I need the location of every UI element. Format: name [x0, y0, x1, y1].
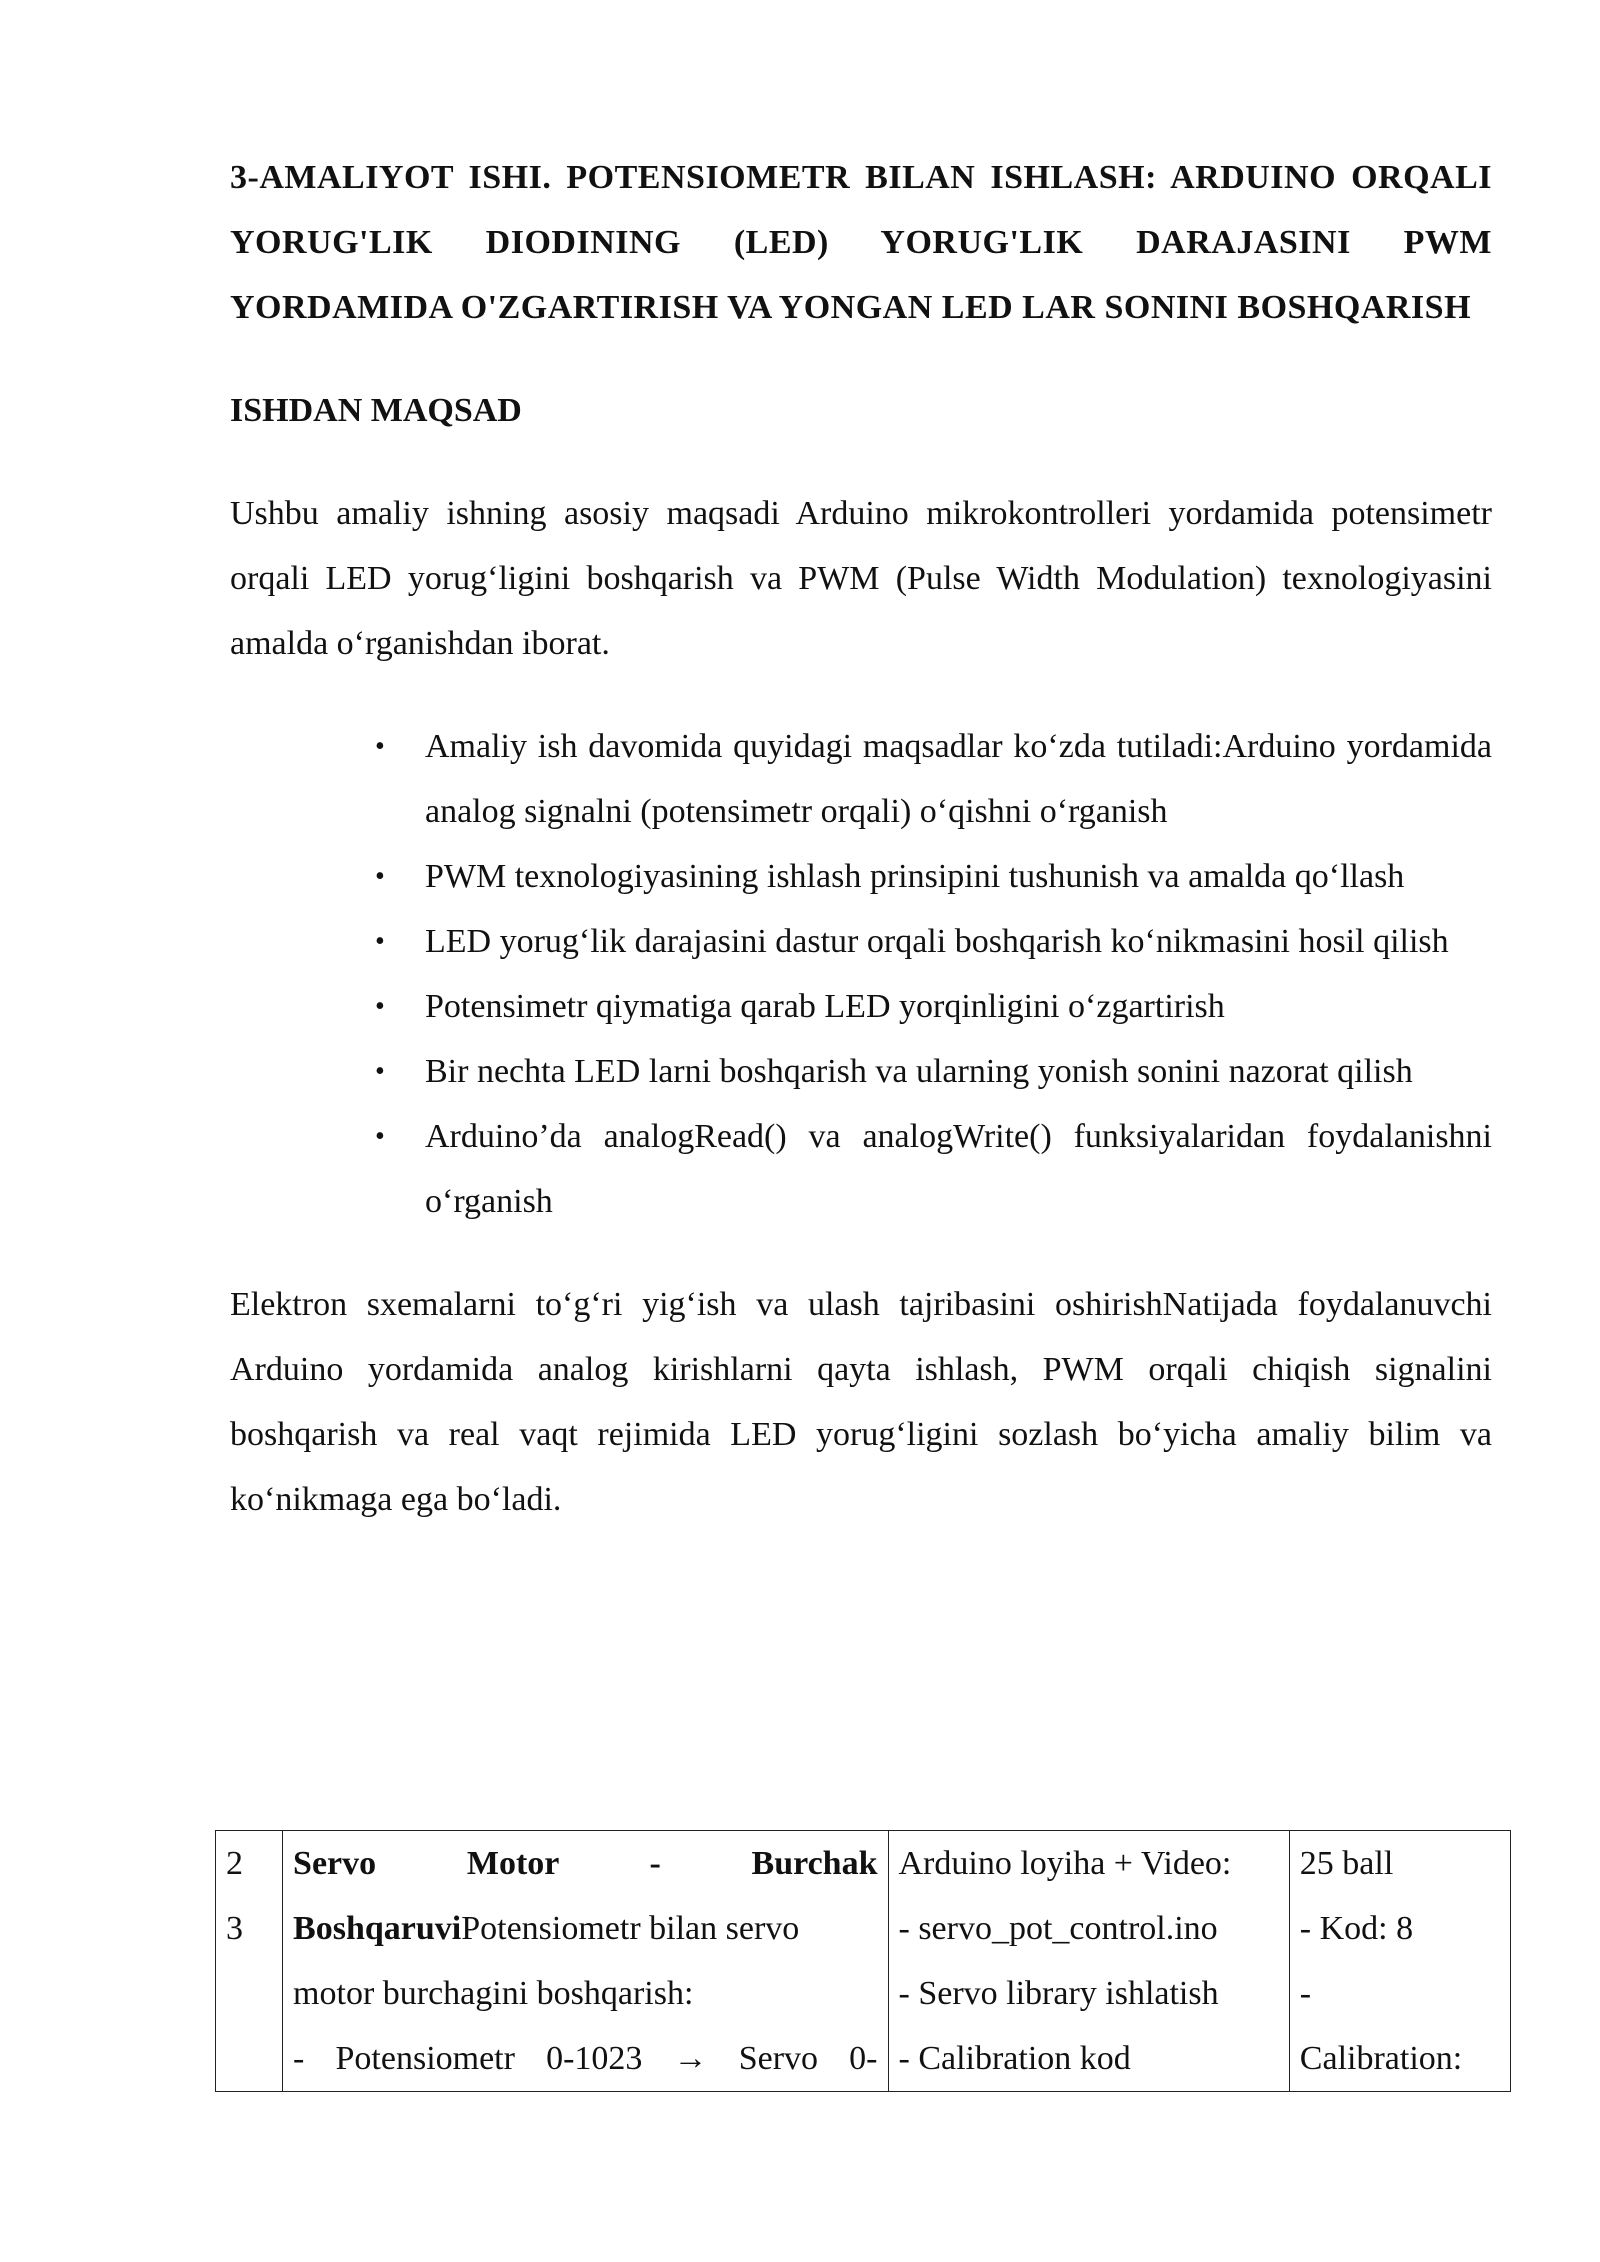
score-line: 25 ball — [1299, 1845, 1394, 1882]
section-heading: ISHDAN MAQSAD — [230, 392, 522, 429]
conclusion-paragraph: Elektron sxemalarni to‘g‘ri yig‘ish va ulash tajribasini oshirishNatijada foydalanuvchi Arduino yordamida analog kirishlarni qayta ishlash, PWM orqali chiqish signalini boshqarish va real vaqt rejimida LED yorug‘ligini sozlash bo‘yicha amaliy bilim va ko‘nikmaga ega bo‘ladi. — [230, 1286, 1492, 1518]
intro-paragraph: Ushbu amaliy ishning asosiy maqsadi Arduino mikrokontrolleri yordamida potensimetr orqali LED yorug‘ligini boshqarish va PWM (Pulse Width Modulation) texnologiyasini amalda o‘rganishdan iborat. — [230, 495, 1492, 662]
deliverable-line: - Calibration kod — [898, 2040, 1131, 2077]
score-line: - — [1299, 1975, 1312, 2012]
deliverable-line: - Servo library ishlatish — [898, 1975, 1219, 2012]
deliverable-line: Arduino loyiha + Video: — [898, 1845, 1232, 1882]
task-title-cont: Boshqaruvi — [293, 1910, 462, 1947]
task-line: motor burchagini boshqarish: — [293, 1975, 694, 2012]
list-item: • Arduino’da analogRead() va analogWrite() funksiyalaridan foydalanishni o‘rganish — [425, 1104, 1492, 1234]
task-line — [293, 1896, 877, 1961]
goals-list — [230, 714, 1492, 1234]
task-title-line — [293, 1831, 877, 1896]
list-item: • PWM texnologiyasining ishlash prinsipini tushunish va amalda qo‘llash — [425, 844, 1492, 909]
document-title: 3-AMALIYOT ISHI. POTENSIOMETR BILAN ISHLASH: ARDUINO ORQALI YORUG'LIK DIODINING (LED) YORUG'LIK DARAJASINI PWM YORDAMIDA O'ZGARTIRISH VA YONGAN LED LAR SONINI BOSHQARISH — [230, 159, 1492, 326]
task-table — [215, 1830, 1511, 2092]
task-line: - Potensiometr 0-1023 → Servo 0- — [293, 2040, 878, 2077]
number-cell — [216, 1831, 283, 2092]
list-item: • Amaliy ish davomida quyidagi maqsadlar ko‘zda tutiladi:Arduino yordamida analog signalni (potensimetr orqali) o‘qishni o‘rganish — [425, 714, 1492, 844]
deliverables-cell — [888, 1831, 1289, 2092]
score-line: Calibration: — [1299, 2040, 1463, 2077]
table-row — [216, 1831, 1511, 2092]
task-cell — [283, 1831, 888, 2092]
number-line: 3 — [226, 1910, 243, 1947]
document-page — [230, 145, 1492, 1532]
list-item: • LED yorug‘lik darajasini dastur orqali boshqarish ko‘nikmasini hosil qilish — [425, 909, 1492, 974]
task-title: Servo Motor - Burchak — [293, 1845, 878, 1882]
score-cell — [1289, 1831, 1510, 2092]
task-text: Potensiometr bilan servo — [461, 1910, 800, 1947]
score-line: - Kod: 8 — [1299, 1910, 1414, 1947]
deliverable-line: - servo_pot_control.ino — [898, 1910, 1218, 1947]
list-item: • Bir nechta LED larni boshqarish va ularning yonish sonini nazorat qilish — [425, 1039, 1492, 1104]
number-line: 2 — [226, 1845, 243, 1882]
list-item: • Potensimetr qiymatiga qarab LED yorqinligini o‘zgartirish — [425, 974, 1492, 1039]
